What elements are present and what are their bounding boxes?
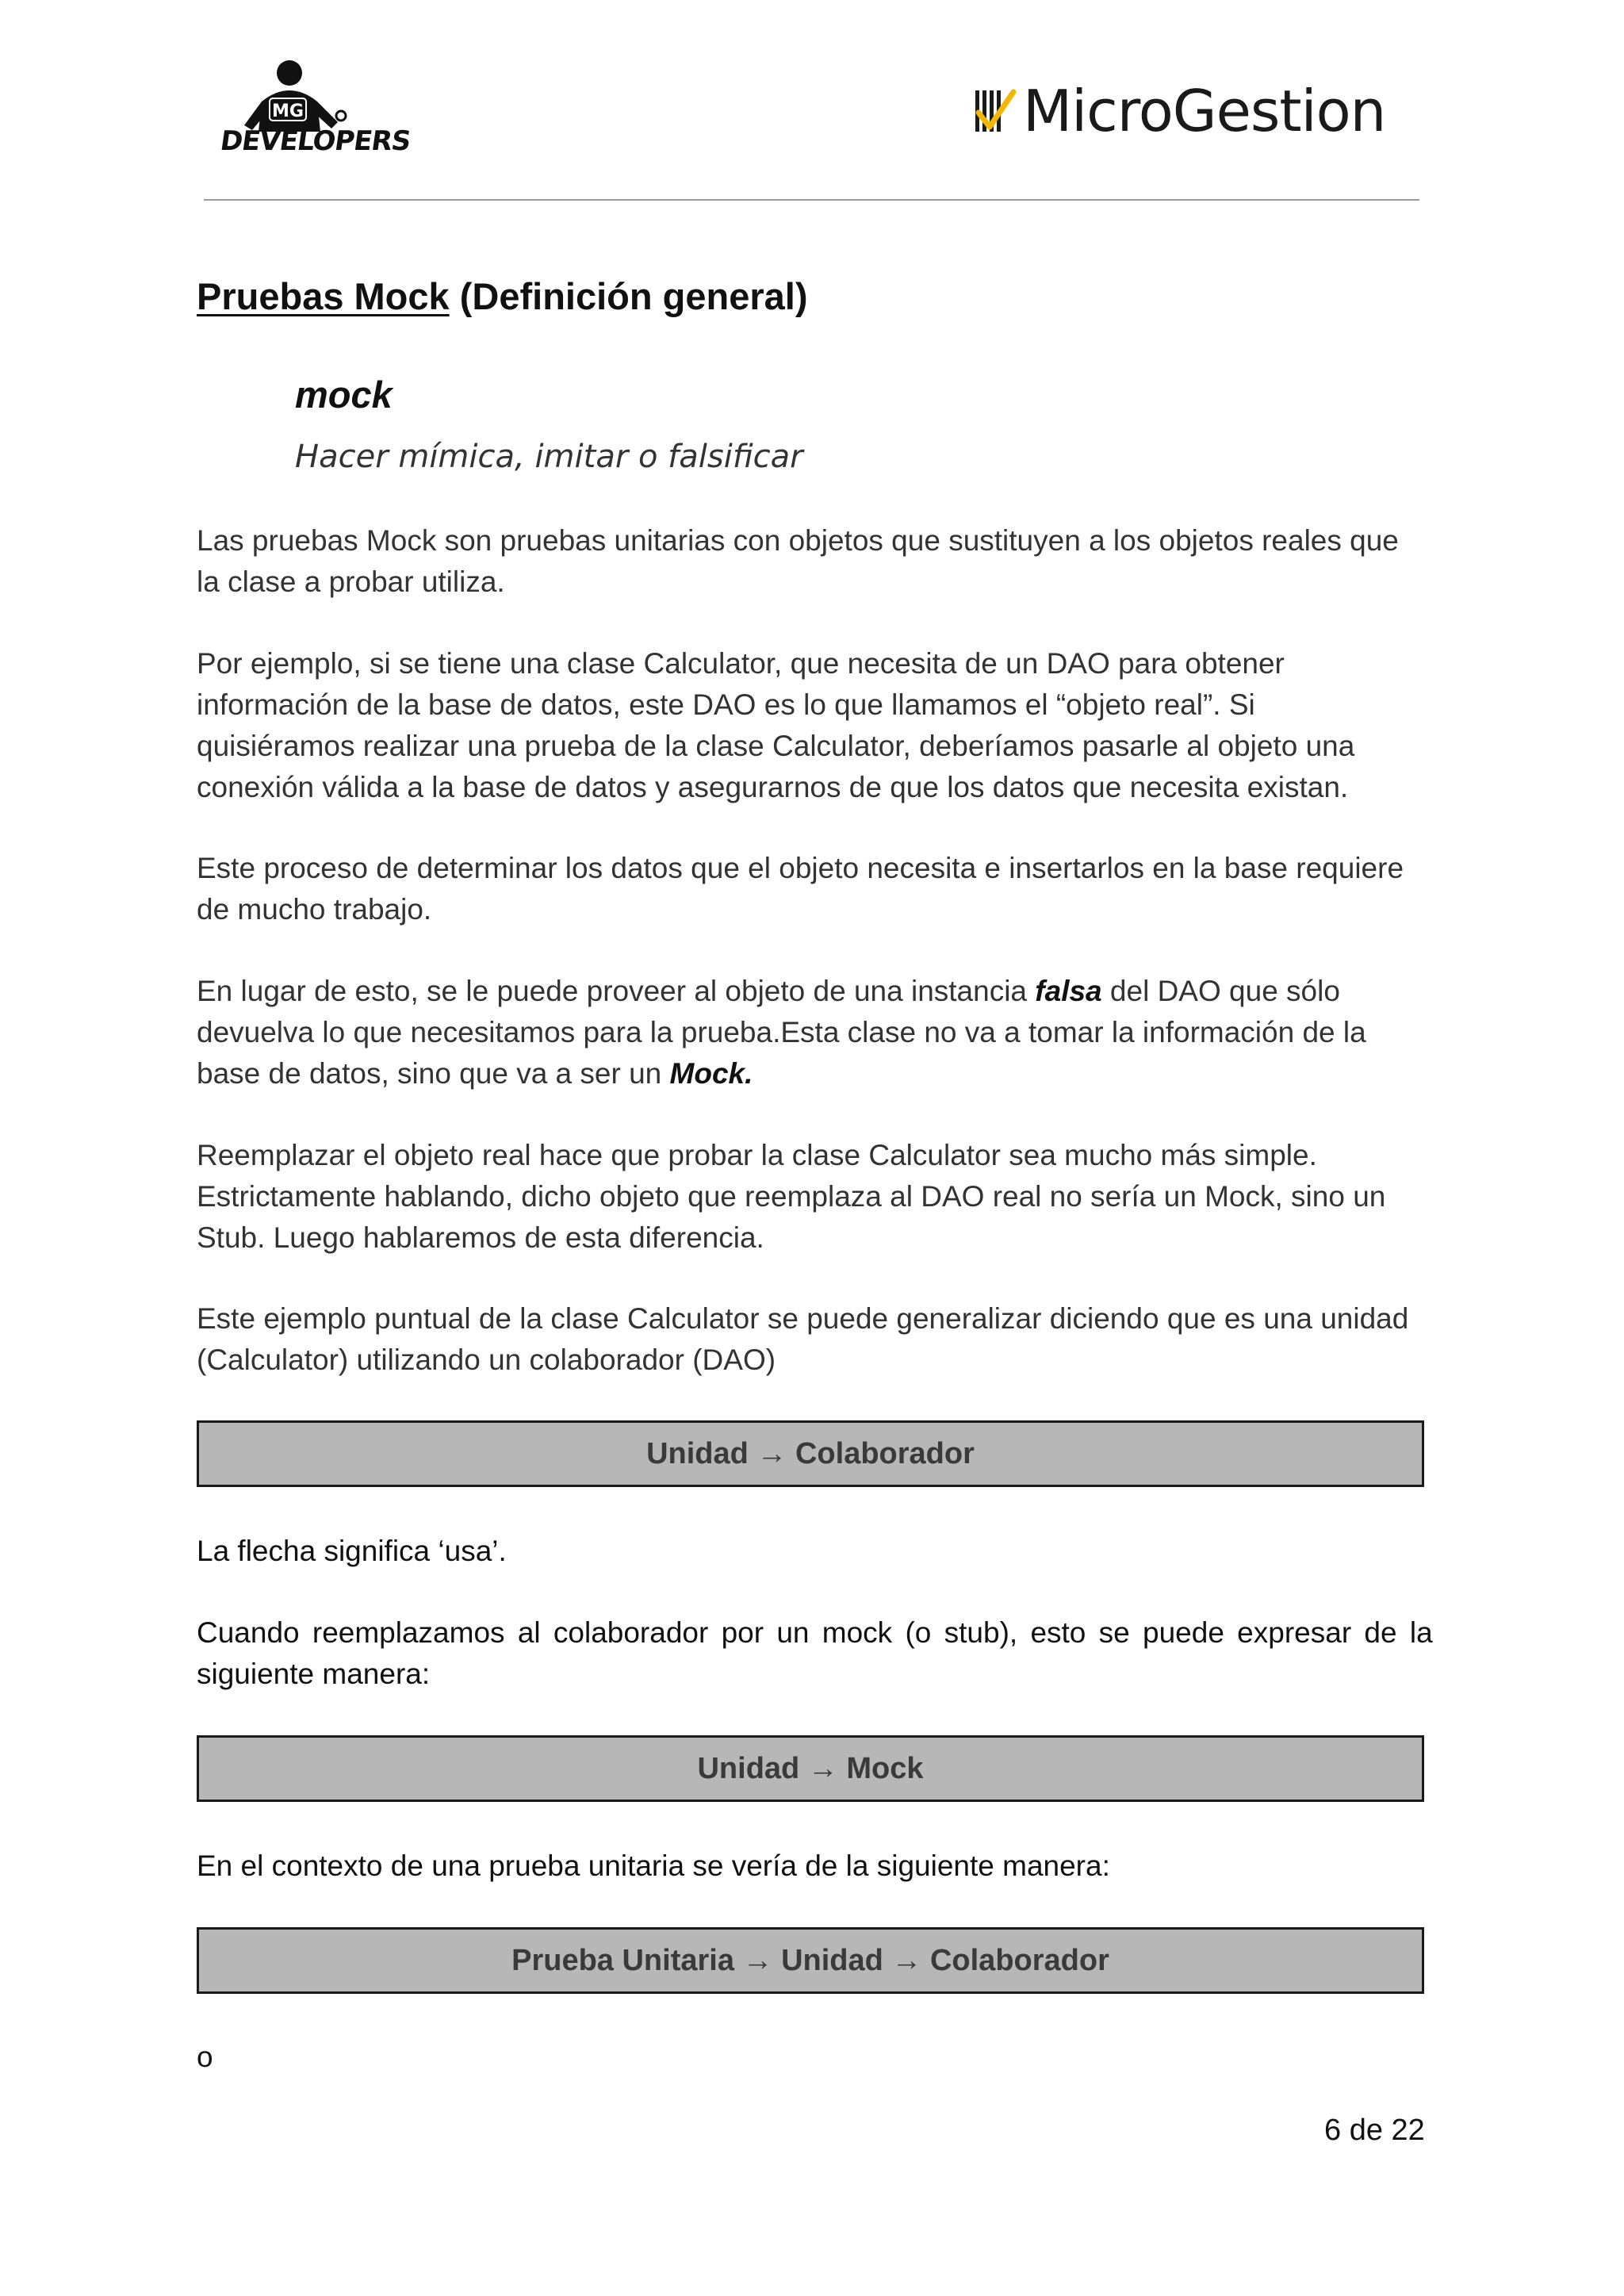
paragraph-line [197,1053,1465,1094]
paragraph-line: En el contexto de una prueba unitaria se vería de la siguiente manera: [197,1849,1110,1882]
paragraph-line: o [197,2041,213,2073]
microgestion-checkmark-icon [972,86,1017,136]
p4-text: base de datos, sino que va a ser un [197,1057,670,1090]
title-rest: (Definición general) [449,275,808,317]
paragraph-6 [197,1298,1465,1381]
p4-text: En lugar de esto, se le puede proveer al objeto de una instancia [197,975,1036,1007]
paragraph-line: La flecha significa ‘usa’. [197,1535,507,1567]
page-number: 6 de 22 [1324,2114,1425,2147]
paragraph-4 [197,971,1465,1094]
p4-text: del DAO que sólo [1101,975,1340,1007]
header-divider [204,199,1419,201]
page-title [197,274,807,319]
term-definition: Hacer mímica, imitar o falsificar [295,439,803,475]
paragraph-line: Este proceso de determinar los datos que el objeto necesita e insertarlos en la base requiere [197,852,1404,884]
p4-emphasis-falsa: falsa [1035,975,1102,1007]
paragraph-8 [197,1612,1465,1695]
paragraph-line: Cuando reemplazamos al colaborador por un mock (o stub), esto se puede expresar de la [197,1616,1433,1649]
paragraph-2 [197,643,1465,808]
microgestion-brand-text: MicroGestion [1023,78,1386,144]
paragraph-line: Stub. Luego hablaremos de esta diferencia. [197,1221,764,1254]
diagram-box-prueba-unidad-colaborador: Prueba Unitaria → Unidad → Colaborador [197,1927,1424,1994]
paragraph-line: Las pruebas Mock son pruebas unitarias con objetos que sustituyen a los objetos reales que [197,524,1399,557]
title-underlined: Pruebas Mock [197,275,450,317]
paragraph-5 [197,1135,1465,1259]
paragraph-10 [197,2037,1465,2078]
paragraph-line: Estrictamente hablando, dicho objeto que reemplaza al DAO real no sería un Mock, sino un [197,1180,1386,1213]
paragraph-line: Este ejemplo puntual de la clase Calculator se puede generalizar diciendo que es una unidad [197,1302,1409,1335]
paragraph-9 [197,1846,1465,1887]
paragraph-line: información de la base de datos, este DAO es lo que llamamos el “objeto real”. Si [197,688,1255,721]
term-word: mock [295,374,393,416]
diagram-box-unidad-colaborador: Unidad → Colaborador [197,1420,1424,1487]
logo-mg-text: MG [272,102,304,121]
paragraph-line [197,971,1465,1012]
diagram-box-unidad-mock: Unidad → Mock [197,1735,1424,1802]
paragraph-line: (Calculator) utilizando un colaborador (DAO) [197,1343,776,1376]
paragraph-line: devuelva lo que necesitamos para la prueba.Esta clase no va a tomar la información de la [197,1016,1366,1048]
paragraph-7 [197,1531,1465,1572]
paragraph-line: quisiéramos realizar una prueba de la clase Calculator, deberíamos pasarle al objeto una [197,730,1355,762]
paragraph-line: Reemplazar el objeto real hace que probar la clase Calculator sea mucho más simple. [197,1139,1317,1171]
paragraph-line: siguiente manera: [197,1658,431,1690]
microgestion-logo [972,79,1385,143]
paragraph-line: conexión válida a la base de datos y asegurarnos de que los datos que necesita existan. [197,771,1349,803]
paragraph-1 [197,520,1465,603]
paragraph-3 [197,848,1465,930]
logo-developers-text: DEVELOPERS [218,125,412,157]
paragraph-line: de mucho trabajo. [197,893,432,926]
mg-developers-logo [218,56,412,167]
paragraph-line: Por ejemplo, si se tiene una clase Calculator, que necesita de un DAO para obtener [197,647,1285,680]
paragraph-line: la clase a probar utiliza. [197,565,505,598]
p4-emphasis-mock: Mock. [669,1057,753,1090]
